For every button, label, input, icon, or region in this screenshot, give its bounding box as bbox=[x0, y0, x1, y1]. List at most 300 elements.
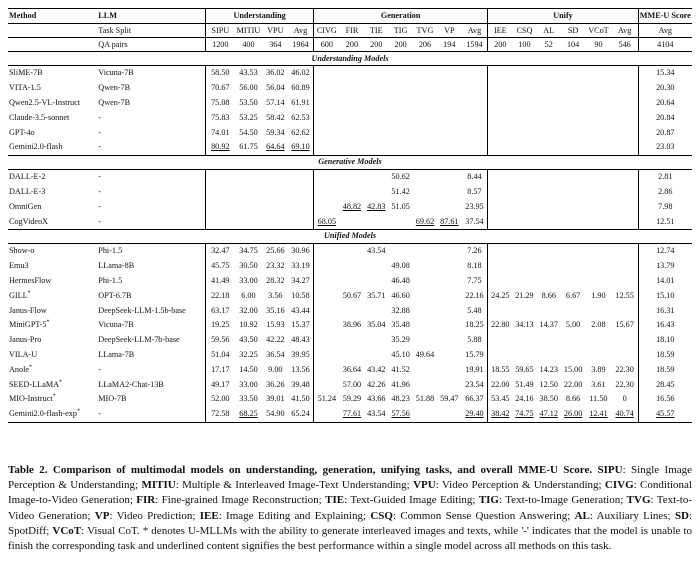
method-name: GILL bbox=[9, 290, 28, 300]
generation-cell bbox=[388, 407, 412, 422]
unify-cell bbox=[512, 259, 536, 274]
llm-cell bbox=[97, 125, 206, 140]
cell-value: 43.42 bbox=[367, 364, 386, 374]
mmeu-score-cell bbox=[638, 407, 692, 422]
cell-value: 16.43 bbox=[656, 320, 675, 330]
unify-cell bbox=[488, 407, 512, 422]
cell-value: - bbox=[98, 201, 102, 211]
cell-value: Qwen-7B bbox=[98, 83, 131, 93]
cell-value: 38.42 bbox=[491, 409, 510, 419]
cell-value: 56.04 bbox=[266, 83, 285, 93]
generation-cell bbox=[313, 274, 339, 289]
generation-cell bbox=[364, 125, 388, 140]
cell-value: Qwen-7B bbox=[98, 97, 131, 107]
understanding-cell bbox=[234, 185, 262, 200]
understanding-cell bbox=[206, 288, 234, 303]
generation-cell bbox=[413, 243, 437, 258]
generation-cell bbox=[340, 110, 364, 125]
task-split-row bbox=[8, 24, 692, 38]
mmeu-score-cell bbox=[638, 185, 692, 200]
definition-abbr: TVG bbox=[626, 494, 651, 507]
method-cell bbox=[8, 214, 97, 229]
unify-cell bbox=[612, 362, 638, 377]
understanding-cell bbox=[234, 66, 262, 81]
mmeu-score-cell bbox=[638, 214, 692, 229]
llm-cell bbox=[97, 199, 206, 214]
cell-value: 46.02 bbox=[291, 68, 310, 78]
generation-cell bbox=[437, 214, 461, 229]
understanding-cell bbox=[263, 348, 288, 363]
generation-cell bbox=[461, 125, 487, 140]
generation-cell bbox=[413, 214, 437, 229]
method-spacer bbox=[8, 24, 97, 38]
generation-cell bbox=[388, 199, 412, 214]
cell-value: 54.50 bbox=[239, 127, 258, 137]
unify-cell bbox=[585, 303, 611, 318]
llm-cell bbox=[97, 169, 206, 184]
generation-cell bbox=[364, 81, 388, 96]
cell-value: 57.56 bbox=[391, 409, 410, 419]
generation-cell bbox=[313, 318, 339, 333]
method-cell bbox=[8, 318, 97, 333]
generation-cell bbox=[388, 259, 412, 274]
generation-cell bbox=[388, 377, 412, 392]
unify-cell bbox=[537, 96, 561, 111]
generation-cell bbox=[340, 259, 364, 274]
cell-value: 43.44 bbox=[291, 305, 310, 315]
cell-value: 46.48 bbox=[391, 275, 410, 285]
generation-cell bbox=[313, 377, 339, 392]
unify-cell bbox=[612, 169, 638, 184]
method-name: GPT-4o bbox=[9, 127, 35, 137]
generation-cell bbox=[364, 303, 388, 318]
generation-cell bbox=[388, 185, 412, 200]
cell-value: 30.96 bbox=[291, 246, 310, 256]
unify-cell bbox=[561, 243, 585, 258]
table-row bbox=[8, 66, 692, 81]
unify-cell bbox=[561, 303, 585, 318]
cell-value: 18.10 bbox=[656, 335, 675, 345]
generation-cell bbox=[388, 288, 412, 303]
understanding-cell bbox=[234, 392, 262, 407]
cell-value: 58.42 bbox=[266, 112, 285, 122]
cell-value: 48.23 bbox=[391, 394, 410, 404]
unify-cell bbox=[585, 110, 611, 125]
unify-cell bbox=[612, 214, 638, 229]
cell-value: 23.54 bbox=[465, 379, 484, 389]
method-name: HermesFlow bbox=[9, 275, 52, 285]
definition-text: Common Sense Question Answering; bbox=[400, 509, 571, 522]
generation-cell bbox=[364, 377, 388, 392]
definition-abbr: CIVG bbox=[604, 479, 634, 492]
cell-value: 12.50 bbox=[539, 379, 558, 389]
understanding-cell bbox=[206, 348, 234, 363]
method-cell bbox=[8, 259, 97, 274]
unify-cell bbox=[488, 243, 512, 258]
generation-cell bbox=[313, 407, 339, 422]
cell-value: 7.26 bbox=[467, 246, 482, 256]
method-name: Claude-3.5-sonnet bbox=[9, 112, 70, 122]
unify-cell bbox=[585, 333, 611, 348]
table-row bbox=[8, 377, 692, 392]
unify-cell bbox=[488, 199, 512, 214]
unify-cell bbox=[612, 407, 638, 422]
table-row bbox=[8, 125, 692, 140]
generation-cell bbox=[461, 377, 487, 392]
unify-cell bbox=[585, 243, 611, 258]
cell-value: 22.00 bbox=[563, 379, 583, 389]
cell-value: 10.92 bbox=[239, 320, 258, 330]
unify-cell bbox=[612, 66, 638, 81]
unify-cell bbox=[612, 392, 638, 407]
generation-cell bbox=[413, 259, 437, 274]
understanding-cell bbox=[263, 96, 288, 111]
unify-cell bbox=[512, 140, 536, 155]
cell-value: - bbox=[98, 142, 102, 152]
understanding-cell bbox=[206, 214, 234, 229]
cell-value: 28.32 bbox=[266, 275, 285, 285]
generation-cell bbox=[461, 169, 487, 184]
understanding-cell bbox=[288, 81, 313, 96]
method-name: VITA-1.5 bbox=[9, 83, 41, 93]
generation-cell bbox=[437, 333, 461, 348]
cell-value: 32.47 bbox=[211, 246, 230, 256]
cell-value: 43.54 bbox=[367, 246, 386, 256]
definition-text: Single Image Perception & Understanding; bbox=[8, 464, 693, 492]
cell-value: 10.58 bbox=[291, 290, 310, 300]
method-spacer bbox=[8, 38, 97, 52]
understanding-cell bbox=[206, 81, 234, 96]
cell-value: 51.04 bbox=[211, 349, 230, 359]
generation-cell bbox=[340, 199, 364, 214]
cell-value: 26.00 bbox=[563, 409, 583, 419]
cell-value: 3.56 bbox=[268, 290, 283, 300]
cell-value: 41.52 bbox=[391, 364, 410, 374]
unify-cell bbox=[537, 288, 561, 303]
unify-cell bbox=[585, 81, 611, 96]
unify-cell bbox=[561, 214, 585, 229]
method-name: Qwen2.5-VL-Instruct bbox=[9, 97, 81, 107]
cell-value: 62.62 bbox=[291, 127, 310, 137]
understanding-cell bbox=[234, 318, 262, 333]
unify-cell bbox=[561, 140, 585, 155]
cell-value: 41.96 bbox=[391, 379, 410, 389]
understanding-cell bbox=[288, 199, 313, 214]
count-cell: 194 bbox=[437, 38, 461, 52]
method-cell bbox=[8, 407, 97, 422]
generation-cell bbox=[437, 362, 461, 377]
generation-cell bbox=[340, 362, 364, 377]
cell-value: 49.64 bbox=[415, 349, 435, 359]
mmeu-score-cell bbox=[638, 333, 692, 348]
unify-cell bbox=[488, 274, 512, 289]
unify-cell bbox=[612, 348, 638, 363]
generation-cell bbox=[364, 318, 388, 333]
count-cell: 600 bbox=[313, 38, 339, 52]
understanding-cell bbox=[263, 274, 288, 289]
qa-pairs-label: QA pairs bbox=[97, 38, 206, 52]
understanding-cell bbox=[288, 96, 313, 111]
understanding-cell bbox=[206, 185, 234, 200]
generation-cell bbox=[388, 243, 412, 258]
definition-text: Video Perception & Understanding; bbox=[441, 479, 602, 492]
cell-value: 15.37 bbox=[291, 320, 310, 330]
generation-cell bbox=[340, 274, 364, 289]
interleaved-marker: * bbox=[52, 393, 56, 400]
cell-value: 20.87 bbox=[656, 127, 675, 137]
understanding-cell bbox=[206, 318, 234, 333]
unify-cell bbox=[612, 303, 638, 318]
unify-cell bbox=[561, 96, 585, 111]
understanding-cell bbox=[206, 303, 234, 318]
understanding-cell bbox=[234, 243, 262, 258]
cell-value: 22.18 bbox=[211, 290, 230, 300]
cell-value: - bbox=[98, 186, 102, 196]
cell-value: 69.10 bbox=[291, 142, 310, 152]
generation-cell bbox=[340, 169, 364, 184]
cell-value: - bbox=[98, 409, 102, 419]
method-cell bbox=[8, 392, 97, 407]
mmeu-score-cell bbox=[638, 288, 692, 303]
understanding-cell bbox=[234, 274, 262, 289]
cell-value: 45.10 bbox=[391, 349, 410, 359]
understanding-cell bbox=[288, 259, 313, 274]
unify-cell bbox=[561, 392, 585, 407]
understanding-cell bbox=[206, 377, 234, 392]
unify-cell bbox=[612, 259, 638, 274]
generation-cell bbox=[413, 66, 437, 81]
cell-value: 51.42 bbox=[391, 186, 410, 196]
cell-value: 35.16 bbox=[266, 305, 285, 315]
cell-value: Vicuna-7B bbox=[98, 320, 134, 330]
cell-value: 14.37 bbox=[539, 320, 558, 330]
unify-cell bbox=[537, 140, 561, 155]
generation-cell bbox=[413, 333, 437, 348]
cell-value: 8.44 bbox=[467, 172, 482, 182]
generation-cell bbox=[313, 199, 339, 214]
generation-cell bbox=[461, 199, 487, 214]
table-row bbox=[8, 259, 692, 274]
cell-value: 50.67 bbox=[342, 290, 362, 300]
unify-cell bbox=[561, 66, 585, 81]
cell-value: DeepSeek-LLM-7b-base bbox=[98, 335, 180, 345]
cell-value: 18.55 bbox=[491, 364, 510, 374]
definition-abbr: VP bbox=[94, 509, 110, 522]
unify-cell bbox=[537, 348, 561, 363]
cell-value: LLaMA2-Chat-13B bbox=[98, 379, 164, 389]
unify-cell bbox=[585, 362, 611, 377]
cell-value: 29.40 bbox=[465, 409, 484, 419]
cell-value: 6.00 bbox=[241, 290, 256, 300]
generation-cell bbox=[461, 243, 487, 258]
count-cell: 200 bbox=[340, 38, 364, 52]
method-cell bbox=[8, 303, 97, 318]
understanding-cell bbox=[234, 199, 262, 214]
table-row bbox=[8, 392, 692, 407]
generation-cell bbox=[388, 125, 412, 140]
generation-cell bbox=[364, 348, 388, 363]
cell-value: LLama-7B bbox=[98, 349, 135, 359]
caption-title: Comparison of multimodal models on understanding, generation, unifying tasks, and overall MME-U Score. bbox=[52, 464, 593, 476]
generation-cell bbox=[388, 392, 412, 407]
understanding-cell bbox=[288, 274, 313, 289]
method-name: Janus-Flow bbox=[9, 305, 47, 315]
understanding-cell bbox=[288, 243, 313, 258]
count-cell: 100 bbox=[512, 38, 536, 52]
understanding-cell bbox=[234, 110, 262, 125]
cell-value: 12.55 bbox=[615, 290, 634, 300]
unify-cell bbox=[512, 288, 536, 303]
understanding-cell bbox=[288, 407, 313, 422]
unify-cell bbox=[488, 66, 512, 81]
understanding-cell bbox=[234, 259, 262, 274]
llm-cell bbox=[97, 243, 206, 258]
caption-label: Table 2. bbox=[8, 464, 48, 476]
generation-cell bbox=[437, 392, 461, 407]
unify-cell bbox=[512, 81, 536, 96]
method-cell bbox=[8, 333, 97, 348]
understanding-cell bbox=[263, 125, 288, 140]
generation-cell bbox=[313, 169, 339, 184]
cell-value: Phi-1.5 bbox=[98, 275, 123, 285]
generation-cell bbox=[413, 169, 437, 184]
interleaved-marker: * bbox=[59, 378, 63, 385]
unify-cell bbox=[488, 185, 512, 200]
cell-value: 19.25 bbox=[211, 320, 230, 330]
section-header-row bbox=[8, 52, 692, 66]
cell-value: 43.53 bbox=[239, 68, 258, 78]
definition-abbr: VPU bbox=[413, 479, 436, 492]
method-name: Gemini2.0-flash-exp bbox=[9, 409, 77, 419]
understanding-cell bbox=[263, 333, 288, 348]
cell-value: 7.98 bbox=[658, 201, 673, 211]
generation-cell bbox=[340, 407, 364, 422]
col-header: SIPU bbox=[206, 24, 234, 38]
definition-abbr: FIR bbox=[136, 494, 156, 507]
method-cell bbox=[8, 288, 97, 303]
unify-cell bbox=[585, 392, 611, 407]
llm-cell bbox=[97, 274, 206, 289]
task-split-label: Task Split bbox=[97, 24, 206, 38]
unify-cell bbox=[488, 259, 512, 274]
col-header: MITIU bbox=[234, 24, 262, 38]
generation-cell bbox=[461, 274, 487, 289]
cell-value: 8.66 bbox=[565, 394, 581, 404]
definition-text: Multiple & Interleaved Image-Text Understanding; bbox=[182, 479, 410, 492]
cell-value: 5.48 bbox=[467, 305, 482, 315]
unify-cell bbox=[612, 140, 638, 155]
generation-cell bbox=[364, 333, 388, 348]
cell-value: 57.14 bbox=[266, 97, 285, 107]
cell-value: 11.50 bbox=[589, 394, 608, 404]
generation-cell bbox=[461, 318, 487, 333]
definition-text: Text-to-Image Generation; bbox=[505, 494, 624, 507]
unify-cell bbox=[512, 125, 536, 140]
generation-cell bbox=[461, 333, 487, 348]
generation-cell bbox=[413, 125, 437, 140]
generation-cell bbox=[340, 125, 364, 140]
definition-abbr: VCoT bbox=[52, 524, 82, 537]
unify-cell bbox=[537, 259, 561, 274]
unify-cell bbox=[561, 407, 585, 422]
cell-value: 25.66 bbox=[266, 246, 285, 256]
understanding-cell bbox=[263, 169, 288, 184]
understanding-cell bbox=[263, 318, 288, 333]
method-cell bbox=[8, 125, 97, 140]
understanding-cell bbox=[288, 333, 313, 348]
cell-value: 77.61 bbox=[342, 409, 362, 419]
understanding-cell bbox=[288, 303, 313, 318]
cell-value: 38.96 bbox=[342, 320, 362, 330]
understanding-cell bbox=[234, 140, 262, 155]
cell-value: 2.81 bbox=[658, 172, 673, 182]
interleaved-marker: * bbox=[27, 290, 31, 297]
generation-cell bbox=[313, 303, 339, 318]
cell-value: 87.61 bbox=[440, 216, 459, 226]
cell-value: 75.08 bbox=[211, 97, 230, 107]
cell-value: 3.61 bbox=[591, 379, 606, 389]
table-row bbox=[8, 333, 692, 348]
definition-abbr: CSQ bbox=[370, 509, 393, 522]
cell-value: 35.71 bbox=[367, 290, 386, 300]
unify-cell bbox=[537, 169, 561, 184]
unify-cell bbox=[537, 185, 561, 200]
cell-value: 60.89 bbox=[291, 83, 310, 93]
cell-value: 2.08 bbox=[591, 320, 606, 330]
generation-cell bbox=[364, 362, 388, 377]
mmeu-score-cell bbox=[638, 259, 692, 274]
method-name: OmniGen bbox=[9, 201, 42, 211]
generation-cell bbox=[313, 214, 339, 229]
unify-cell bbox=[561, 259, 585, 274]
generation-cell bbox=[313, 362, 339, 377]
understanding-cell bbox=[288, 318, 313, 333]
method-cell bbox=[8, 199, 97, 214]
unify-cell bbox=[537, 125, 561, 140]
generation-cell bbox=[340, 96, 364, 111]
generation-cell bbox=[461, 66, 487, 81]
definition-text: Text-to-Video Generation; bbox=[8, 494, 693, 522]
cell-value: 18.59 bbox=[656, 364, 675, 374]
unify-cell bbox=[612, 96, 638, 111]
definition-abbr: IEE bbox=[199, 509, 219, 522]
count-cell: 90 bbox=[585, 38, 611, 52]
understanding-cell bbox=[234, 362, 262, 377]
unify-cell bbox=[585, 407, 611, 422]
cell-value: 53.45 bbox=[491, 394, 510, 404]
cell-value: 41.49 bbox=[211, 275, 230, 285]
col-header: TVG bbox=[413, 24, 437, 38]
understanding-cell bbox=[263, 259, 288, 274]
generation-cell bbox=[413, 288, 437, 303]
cell-value: 19.91 bbox=[465, 364, 484, 374]
understanding-cell bbox=[288, 362, 313, 377]
unify-cell bbox=[612, 377, 638, 392]
understanding-cell bbox=[206, 243, 234, 258]
cell-value: 24.16 bbox=[515, 394, 534, 404]
section-header-row bbox=[8, 155, 692, 169]
understanding-cell bbox=[234, 169, 262, 184]
unify-cell bbox=[561, 110, 585, 125]
unify-cell bbox=[612, 125, 638, 140]
cell-value: 68.25 bbox=[239, 409, 258, 419]
col-header: VP bbox=[437, 24, 461, 38]
definition-text: Video Prediction; bbox=[116, 509, 196, 522]
method-cell bbox=[8, 362, 97, 377]
cell-value: 74.01 bbox=[211, 127, 230, 137]
count-cell: 200 bbox=[364, 38, 388, 52]
method-name: Anole bbox=[9, 364, 30, 374]
